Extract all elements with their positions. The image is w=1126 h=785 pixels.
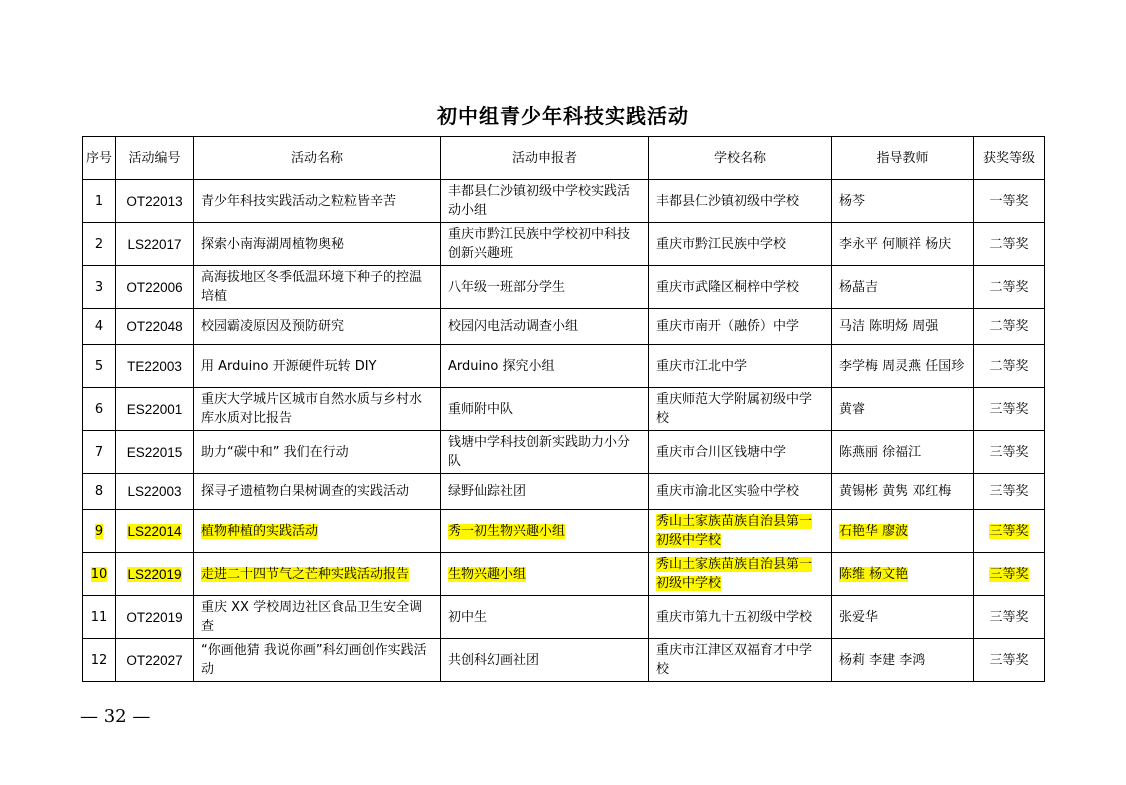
cell-grade	[974, 639, 1045, 682]
name-text: 重庆 XX 学校周边社区食品卫生安全调查	[201, 600, 423, 634]
name-text: 助力“碳中和” 我们在行动	[201, 444, 349, 460]
school-text: 重庆市第九十五初级中学校	[656, 609, 813, 625]
teacher-text: 石艳华 廖波	[839, 523, 909, 539]
teacher-text: 黄锡彬 黄隽 邓红梅	[839, 484, 952, 499]
cell-name	[194, 596, 441, 639]
header-applicant: 活动申报者	[441, 137, 649, 180]
page-title: 初中组青少年科技实践活动	[437, 104, 689, 128]
school-text: 秀山土家族苗族自治县第一初级中学校	[656, 514, 813, 548]
code-text: OT22027	[126, 652, 183, 668]
table-body	[83, 180, 1045, 682]
cell-applicant	[441, 309, 649, 345]
table-row	[83, 639, 1045, 682]
table-row	[83, 553, 1045, 596]
cell-code	[116, 431, 194, 474]
applicant-text: 重庆市黔江民族中学校初中科技创新兴趣班	[448, 227, 631, 261]
school-text: 丰都县仁沙镇初级中学校	[656, 193, 800, 209]
cell-code	[116, 553, 194, 596]
grade-text: 二等奖	[989, 319, 1029, 334]
school-text: 重庆市江津区双福育才中学校	[656, 643, 813, 677]
grade-text: 三等奖	[989, 523, 1029, 539]
cell-name	[194, 180, 441, 223]
grade-text: 二等奖	[989, 236, 1029, 252]
cell-applicant	[441, 474, 649, 510]
seq-text: 9	[94, 523, 104, 539]
cell-name	[194, 639, 441, 682]
seq-text: 3	[94, 279, 104, 295]
grade-text: 三等奖	[989, 484, 1029, 499]
school-text: 重庆师范大学附属初级中学校	[656, 392, 813, 426]
cell-school	[649, 596, 832, 639]
cell-school	[649, 639, 832, 682]
cell-school	[649, 510, 832, 553]
cell-name	[194, 388, 441, 431]
cell-code	[116, 266, 194, 309]
seq-text: 7	[94, 444, 104, 460]
cell-code	[116, 639, 194, 682]
cell-applicant	[441, 345, 649, 388]
cell-applicant	[441, 180, 649, 223]
cell-applicant	[441, 388, 649, 431]
cell-grade	[974, 388, 1045, 431]
grade-text: 三等奖	[989, 566, 1029, 582]
header-school: 学校名称	[649, 137, 832, 180]
cell-school	[649, 431, 832, 474]
header-name: 活动名称	[194, 137, 441, 180]
table-row	[83, 180, 1045, 223]
name-text: “你画他猜 我说你画”科幻画创作实践活动	[201, 643, 427, 677]
header-seq: 序号	[83, 137, 116, 180]
code-text: OT22019	[126, 609, 183, 625]
cell-grade	[974, 180, 1045, 223]
cell-code	[116, 388, 194, 431]
grade-text: 三等奖	[989, 652, 1029, 668]
cell-school	[649, 309, 832, 345]
cell-grade	[974, 345, 1045, 388]
cell-applicant	[441, 510, 649, 553]
code-text: LS22003	[127, 484, 182, 499]
teacher-text: 杨芩	[839, 193, 866, 209]
teacher-text: 陈维 杨文艳	[839, 566, 909, 582]
seq-text: 8	[94, 484, 104, 499]
school-text: 重庆市武隆区桐梓中学校	[656, 279, 800, 295]
cell-code	[116, 180, 194, 223]
cell-name	[194, 223, 441, 266]
cell-seq	[83, 388, 116, 431]
cell-applicant	[441, 223, 649, 266]
header-code: 活动编号	[116, 137, 194, 180]
cell-school	[649, 474, 832, 510]
cell-code	[116, 510, 194, 553]
cell-grade	[974, 553, 1045, 596]
cell-teacher	[832, 180, 974, 223]
applicant-text: 初中生	[448, 609, 488, 625]
school-text: 重庆市渝北区实验中学校	[656, 484, 800, 499]
cell-name	[194, 309, 441, 345]
grade-text: 二等奖	[989, 358, 1029, 374]
cell-seq	[83, 345, 116, 388]
cell-code	[116, 474, 194, 510]
seq-text: 6	[94, 401, 104, 417]
name-text: 校园霸凌原因及预防研究	[201, 319, 345, 334]
code-text: OT22013	[126, 193, 183, 209]
cell-school	[649, 345, 832, 388]
applicant-text: 校园闪电活动调查小组	[448, 319, 579, 334]
applicant-text: 八年级一班部分学生	[448, 279, 566, 295]
table-row	[83, 345, 1045, 388]
cell-grade	[974, 431, 1045, 474]
cell-name	[194, 474, 441, 510]
teacher-text: 陈燕丽 徐福江	[839, 444, 922, 460]
name-text: 高海拔地区冬季低温环境下种子的控温培植	[201, 270, 423, 304]
applicant-text: 丰都县仁沙镇初级中学校实践活动小组	[448, 184, 631, 218]
table-row	[83, 388, 1045, 431]
school-text: 重庆市南开（融侨）中学	[656, 319, 800, 334]
applicant-text: 重师附中队	[448, 401, 514, 417]
school-text: 重庆市合川区钱塘中学	[656, 444, 787, 460]
cell-seq	[83, 223, 116, 266]
cell-name	[194, 345, 441, 388]
cell-applicant	[441, 596, 649, 639]
cell-code	[116, 309, 194, 345]
cell-school	[649, 553, 832, 596]
grade-text: 二等奖	[989, 279, 1029, 295]
cell-seq	[83, 553, 116, 596]
cell-teacher	[832, 474, 974, 510]
seq-text: 5	[94, 358, 104, 374]
cell-teacher	[832, 388, 974, 431]
code-text: LS22017	[127, 236, 182, 252]
cell-seq	[83, 510, 116, 553]
header-grade: 获奖等级	[974, 137, 1045, 180]
school-text: 重庆市黔江民族中学校	[656, 236, 787, 252]
grade-text: 三等奖	[989, 444, 1029, 460]
seq-text: 11	[90, 609, 108, 625]
cell-school	[649, 266, 832, 309]
cell-teacher	[832, 510, 974, 553]
cell-teacher	[832, 266, 974, 309]
cell-teacher	[832, 345, 974, 388]
cell-school	[649, 180, 832, 223]
table-row	[83, 474, 1045, 510]
code-text: ES22015	[126, 444, 183, 460]
table-row	[83, 266, 1045, 309]
cell-teacher	[832, 639, 974, 682]
name-text: 探索小南海湖周植物奥秘	[201, 236, 345, 252]
page-number: — 32 —	[80, 706, 151, 727]
teacher-text: 黄睿	[839, 401, 866, 417]
header-teacher: 指导教师	[832, 137, 974, 180]
cell-name	[194, 553, 441, 596]
cell-code	[116, 223, 194, 266]
applicant-text: Arduino 探究小组	[448, 358, 555, 374]
teacher-text: 李永平 何顺祥 杨庆	[839, 236, 952, 252]
cell-seq	[83, 596, 116, 639]
seq-text: 1	[94, 193, 104, 209]
cell-name	[194, 431, 441, 474]
cell-teacher	[832, 553, 974, 596]
table-row	[83, 596, 1045, 639]
cell-seq	[83, 180, 116, 223]
teacher-text: 李学梅 周灵燕 任国珍	[839, 358, 965, 374]
name-text: 植物种植的实践活动	[201, 523, 319, 539]
teacher-text: 马洁 陈明炀 周强	[839, 319, 939, 334]
school-text: 秀山土家族苗族自治县第一初级中学校	[656, 557, 813, 591]
seq-text: 12	[90, 652, 108, 668]
cell-name	[194, 510, 441, 553]
grade-text: 一等奖	[989, 193, 1029, 209]
cell-grade	[974, 510, 1045, 553]
code-text: OT22048	[126, 319, 183, 334]
table-row	[83, 223, 1045, 266]
seq-text: 2	[94, 236, 104, 252]
cell-applicant	[441, 431, 649, 474]
table-header-row	[83, 137, 1045, 180]
cell-code	[116, 596, 194, 639]
table-row	[83, 510, 1045, 553]
cell-grade	[974, 596, 1045, 639]
table-row	[83, 431, 1045, 474]
applicant-text: 共创科幻画社团	[448, 652, 540, 668]
cell-grade	[974, 309, 1045, 345]
table-row	[83, 309, 1045, 345]
cell-seq	[83, 309, 116, 345]
code-text: LS22019	[127, 566, 182, 582]
applicant-text: 钱塘中学科技创新实践助力小分队	[448, 435, 631, 469]
applicant-text: 秀一初生物兴趣小组	[448, 523, 566, 539]
teacher-text: 杨莉 李建 李鸿	[839, 652, 926, 668]
name-text: 探寻孑遗植物白果树调查的实践活动	[201, 484, 410, 499]
cell-grade	[974, 223, 1045, 266]
cell-seq	[83, 431, 116, 474]
grade-text: 三等奖	[989, 609, 1029, 625]
cell-school	[649, 388, 832, 431]
cell-applicant	[441, 553, 649, 596]
cell-seq	[83, 639, 116, 682]
school-text: 重庆市江北中学	[656, 358, 748, 374]
code-text: ES22001	[126, 401, 183, 417]
cell-teacher	[832, 431, 974, 474]
cell-grade	[974, 266, 1045, 309]
cell-teacher	[832, 223, 974, 266]
cell-teacher	[832, 309, 974, 345]
cell-grade	[974, 474, 1045, 510]
cell-name	[194, 266, 441, 309]
applicant-text: 生物兴趣小组	[448, 566, 527, 582]
teacher-text: 张爱华	[839, 609, 879, 625]
seq-text: 4	[94, 319, 104, 334]
code-text: TE22003	[127, 358, 182, 374]
applicant-text: 绿野仙踪社团	[448, 484, 527, 499]
cell-applicant	[441, 639, 649, 682]
code-text: LS22014	[127, 523, 182, 539]
name-text: 用 Arduino 开源硬件玩转 DIY	[201, 358, 377, 374]
cell-seq	[83, 266, 116, 309]
cell-code	[116, 345, 194, 388]
name-text: 青少年科技实践活动之粒粒皆辛苦	[201, 193, 397, 209]
code-text: OT22006	[126, 279, 183, 295]
cell-seq	[83, 474, 116, 510]
cell-teacher	[832, 596, 974, 639]
seq-text: 10	[90, 566, 108, 582]
name-text: 重庆大学城片区城市自然水质与乡村水库水质对比报告	[201, 392, 423, 426]
cell-school	[649, 223, 832, 266]
awards-table	[82, 136, 1045, 682]
cell-applicant	[441, 266, 649, 309]
grade-text: 三等奖	[989, 401, 1029, 417]
teacher-text: 杨蕌吉	[839, 279, 879, 295]
name-text: 走进二十四节气之芒种实践活动报告	[201, 566, 410, 582]
